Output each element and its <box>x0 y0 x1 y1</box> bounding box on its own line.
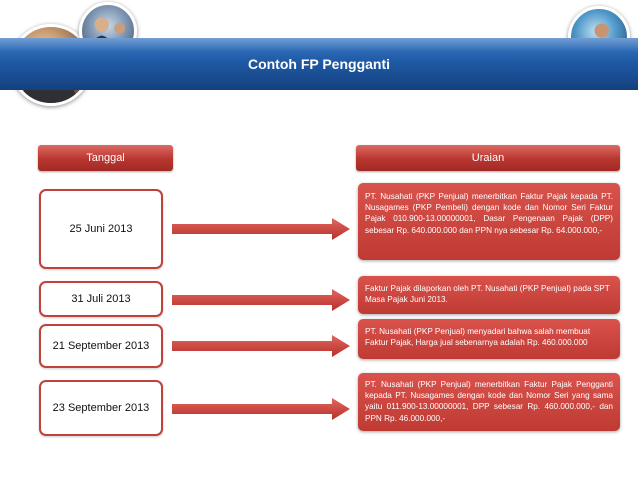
date-box-2 <box>39 281 163 317</box>
date-label: 23 September 2013 <box>52 402 150 414</box>
column-header-uraian: Uraian <box>356 145 620 171</box>
description-text: PT. Nusahati (PKP Penjual) menerbitkan Faktur Pajak kepada PT. Nusagames (PKP Pembeli) dengan kode dan Nomor Seri Faktur Pajak 010.900-13.00000001, Dasar Pengenaan Pajak (DPP) sebesar Rp. 640.000.000 dan PPN nya sebesar Rp. 64.000.000,- <box>365 192 613 235</box>
arrow-right-icon <box>172 335 350 357</box>
description-box-3 <box>358 319 620 359</box>
arrow-right-icon <box>172 289 350 311</box>
arrow-right-icon <box>172 218 350 240</box>
date-box-3 <box>39 324 163 368</box>
description-box-2 <box>358 276 620 314</box>
date-label: 21 September 2013 <box>52 340 150 352</box>
date-box-1 <box>39 189 163 269</box>
description-text: PT. Nusahati (PKP Penjual) menerbitkan Faktur Pajak Pengganti kepada PT. Nusagames dengan kode dan Nomor Seri yang sama yaitu 011.900-13.00000001, DPP sebesar Rp. 460.000.000,- dan PPN Rp. 46.000.000,- <box>365 380 613 423</box>
column-header-tanggal: Tanggal <box>38 145 173 171</box>
arrow-right-icon <box>172 398 350 420</box>
page-title: Contoh FP Pengganti <box>247 56 391 72</box>
date-label: 25 Juni 2013 <box>69 223 133 235</box>
description-text: PT. Nusahati (PKP Penjual) menyadari bahwa salah membuat Faktur Pajak, Harga jual sebenarnya adalah Rp. 460.000.000 <box>365 327 591 348</box>
description-text: Faktur Pajak dilaporkan oleh PT. Nusahati (PKP Penjual) pada SPT Masa Pajak Juni 2013. <box>365 284 610 305</box>
description-box-1 <box>358 183 620 260</box>
date-label: 31 Juli 2013 <box>71 293 131 305</box>
description-box-4 <box>358 373 620 431</box>
date-box-4 <box>39 380 163 436</box>
